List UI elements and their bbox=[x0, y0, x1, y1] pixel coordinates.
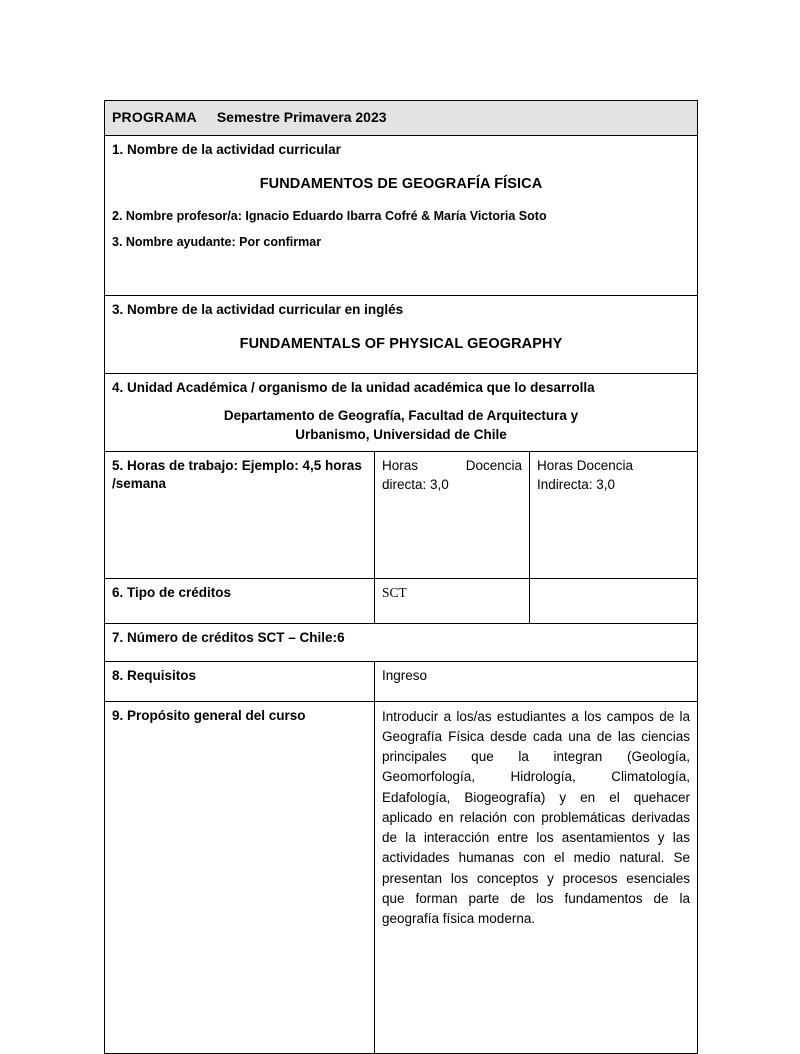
course-name-es: FUNDAMENTOS DE GEOGRAFÍA FÍSICA bbox=[259, 175, 543, 192]
direct-teaching-hours-cell bbox=[375, 451, 530, 578]
program-table bbox=[104, 100, 698, 1054]
semester-label: Semestre Primavera 2023 bbox=[216, 109, 387, 125]
requirements-label: 8. Requisitos bbox=[112, 667, 197, 683]
indirect-teaching-hours-cell bbox=[530, 451, 698, 578]
table-row-header bbox=[105, 101, 698, 136]
table-row-academic-unit bbox=[105, 374, 698, 451]
section-7-cell bbox=[105, 623, 698, 661]
purpose-label: 9. Propósito general del curso bbox=[112, 707, 306, 723]
indirect-hours-word: Horas Docencia bbox=[537, 457, 634, 473]
section-3-cell bbox=[105, 296, 698, 374]
requirements-value-cell: Ingreso bbox=[375, 661, 698, 701]
indirect-hours-value bbox=[537, 457, 690, 495]
direct-hours-amount: directa: 3,0 bbox=[382, 476, 449, 492]
assistant-line: 3. Nombre ayudante: Por confirmar bbox=[112, 235, 322, 250]
table-row-course-name bbox=[105, 136, 698, 296]
direct-hours-value bbox=[382, 457, 522, 495]
professor-line: 2. Nombre profesor/a: Ignacio Eduardo Ibarra Cofré & María Victoria Soto bbox=[112, 208, 547, 223]
section-6-label-cell bbox=[105, 578, 375, 623]
credit-type-value-cell: SCT bbox=[375, 578, 530, 623]
section-8-label-cell bbox=[105, 661, 375, 701]
section-1-cell bbox=[105, 136, 698, 296]
work-hours-label-line-1: 5. Horas de trabajo: Ejemplo: 4,5 horas bbox=[112, 457, 362, 473]
credit-number-value: 6 bbox=[337, 629, 345, 645]
table-row-course-name-en bbox=[105, 296, 698, 374]
direct-hours-word-1: Horas bbox=[382, 457, 419, 473]
work-hours-label-line-2: /semana bbox=[112, 476, 167, 492]
spacer bbox=[112, 225, 690, 234]
section-3-title: 3. Nombre de la actividad curricular en inglés bbox=[112, 302, 404, 318]
section-4-title: 4. Unidad Académica / organismo de la unidad académica que lo desarrolla bbox=[112, 380, 595, 396]
table-row-credit-type bbox=[105, 578, 698, 623]
credit-number-label: 7. Número de créditos SCT – Chile: bbox=[112, 629, 338, 645]
purpose-text: Introducir a los/as estudiantes a los campos de la Geografía Física desde cada una de las ciencias principales que la integran (Geología, Geomorfología, Hidrología, Climatología, Edafología, Biogeografía) y en el quehacer aplicado en relación con problemáticas derivadas de la interacción entre los asentamientos y las actividades humanas con el medio natural. Se presentan los conceptos y procesos esenciales que forman parte de los fundamentos de la geografía física moderna. bbox=[382, 708, 691, 927]
table-row-credit-number bbox=[105, 623, 698, 661]
section-5-label-cell bbox=[105, 451, 375, 578]
academic-unit-line-2: Urbanismo, Universidad de Chile bbox=[295, 426, 507, 442]
section-9-label-cell bbox=[105, 701, 375, 1053]
credit-type-label: 6. Tipo de créditos bbox=[112, 584, 232, 600]
spacer bbox=[112, 320, 690, 334]
spacer bbox=[112, 398, 690, 407]
section-1-title: 1. Nombre de la actividad curricular bbox=[112, 142, 341, 158]
program-header-cell bbox=[105, 101, 698, 136]
program-label: PROGRAMA bbox=[112, 109, 197, 125]
section-4-cell bbox=[105, 374, 698, 451]
table-row-work-hours bbox=[105, 451, 698, 578]
indirect-hours-amount: Indirecta: 3,0 bbox=[537, 476, 616, 492]
academic-unit-line-1: Departamento de Geografía, Facultad de Arquitectura y bbox=[223, 407, 579, 423]
direct-hours-word-2: Docencia bbox=[465, 457, 522, 473]
course-name-en: FUNDAMENTALS OF PHYSICAL GEOGRAPHY bbox=[239, 335, 563, 352]
table-row-requirements bbox=[105, 661, 698, 701]
spacer bbox=[112, 160, 690, 174]
credit-type-empty-cell bbox=[530, 578, 698, 623]
table-row-purpose bbox=[105, 701, 698, 1053]
spacer bbox=[112, 194, 690, 208]
purpose-text-cell bbox=[375, 701, 698, 1053]
